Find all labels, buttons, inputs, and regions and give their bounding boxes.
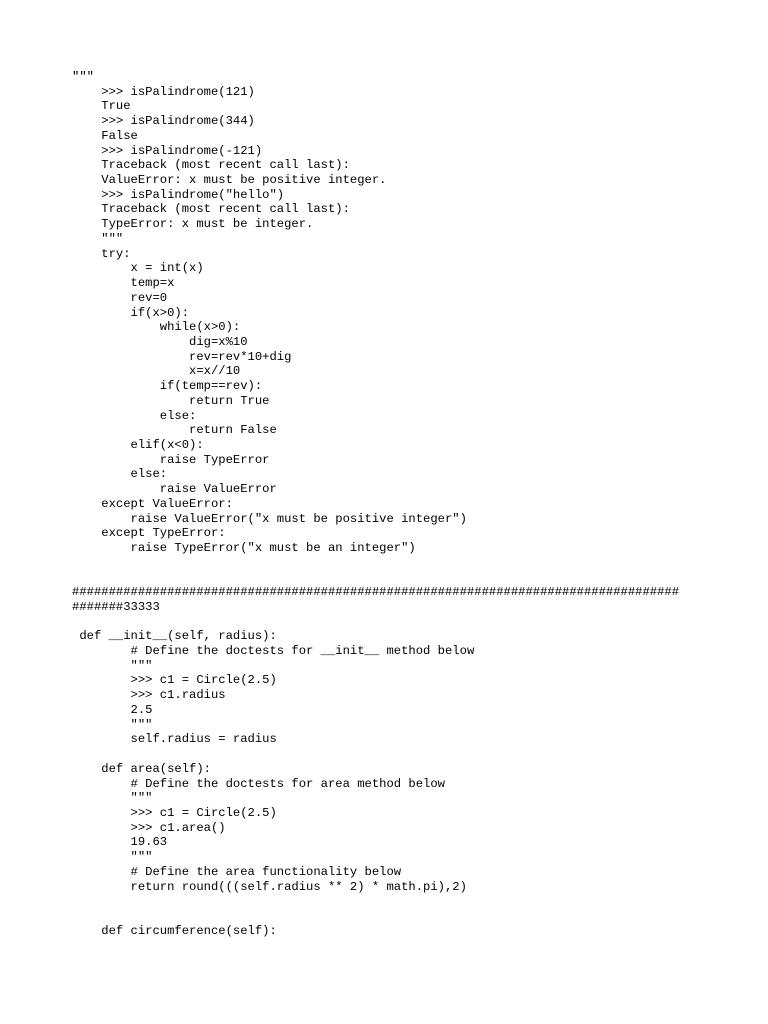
code-line: >>> isPalindrome(-121) [72, 143, 263, 158]
code-line: >>> isPalindrome(121) [72, 84, 255, 99]
code-line: raise ValueError("x must be positive integer") [72, 511, 467, 526]
code-line: dig=x%10 [72, 334, 248, 349]
code-line: rev=0 [72, 290, 168, 305]
code-line: """ [72, 850, 153, 865]
code-block [72, 70, 762, 938]
code-line: """ [72, 658, 153, 673]
code-line: else: [72, 408, 197, 423]
code-line: Traceback (most recent call last): [72, 158, 350, 173]
code-line: >>> c1 = Circle(2.5) [72, 673, 277, 688]
code-line: >>> c1.area() [72, 820, 226, 835]
code-line: raise TypeError("x must be an integer") [72, 541, 416, 555]
code-line: return False [72, 423, 277, 438]
code-line: x=x//10 [72, 364, 241, 379]
code-line: """ [72, 717, 153, 732]
code-line: """ [72, 231, 124, 246]
code-line: >>> c1.radius [72, 688, 226, 703]
code-line: raise ValueError [72, 482, 277, 497]
code-line: 19.63 [72, 835, 168, 850]
blank-line [72, 894, 762, 909]
code-line: return round(((self.radius ** 2) * math.pi),2) [72, 879, 467, 894]
code-line: else: [72, 467, 168, 482]
code-line: return True [72, 393, 270, 408]
code-line: """ [72, 791, 153, 806]
code-line: ValueError: x must be positive integer. [72, 173, 387, 188]
code-line: True [72, 99, 131, 114]
code-line: raise TypeError [72, 452, 270, 467]
code-line: TypeError: x must be integer. [72, 217, 314, 232]
code-line: def circumference(self): [72, 923, 277, 938]
code-line: """ [72, 70, 94, 84]
code-line: temp=x [72, 276, 175, 291]
code-line: except TypeError: [72, 526, 226, 541]
code-line: def area(self): [72, 761, 211, 776]
code-line: 2.5 [72, 702, 153, 717]
code-line: ################################################################################### [72, 585, 680, 600]
code-line: while(x>0): [72, 320, 241, 335]
code-line: self.radius = radius [72, 732, 277, 747]
blank-line [72, 747, 762, 762]
code-line: # Define the doctests for area method below [72, 776, 445, 791]
code-line: if(temp==rev): [72, 379, 263, 394]
blank-line [72, 556, 762, 571]
code-line: def __init__(self, radius): [72, 629, 277, 644]
blank-line [72, 570, 762, 585]
code-line: Traceback (most recent call last): [72, 202, 350, 217]
blank-line [72, 909, 762, 924]
code-line: try: [72, 246, 131, 261]
code-line: elif(x<0): [72, 437, 204, 452]
code-line: #######33333 [72, 599, 160, 614]
code-line: x = int(x) [72, 261, 204, 276]
blank-line [72, 615, 762, 630]
code-line: >>> c1 = Circle(2.5) [72, 805, 277, 820]
code-line: rev=rev*10+dig [72, 349, 292, 364]
code-line: >>> isPalindrome("hello") [72, 187, 285, 202]
code-line: >>> isPalindrome(344) [72, 114, 255, 129]
code-line: # Define the area functionality below [72, 864, 402, 879]
code-line: # Define the doctests for __init__ method below [72, 644, 475, 659]
code-line: if(x>0): [72, 305, 190, 320]
code-line: except ValueError: [72, 496, 233, 511]
code-line: False [72, 128, 138, 143]
